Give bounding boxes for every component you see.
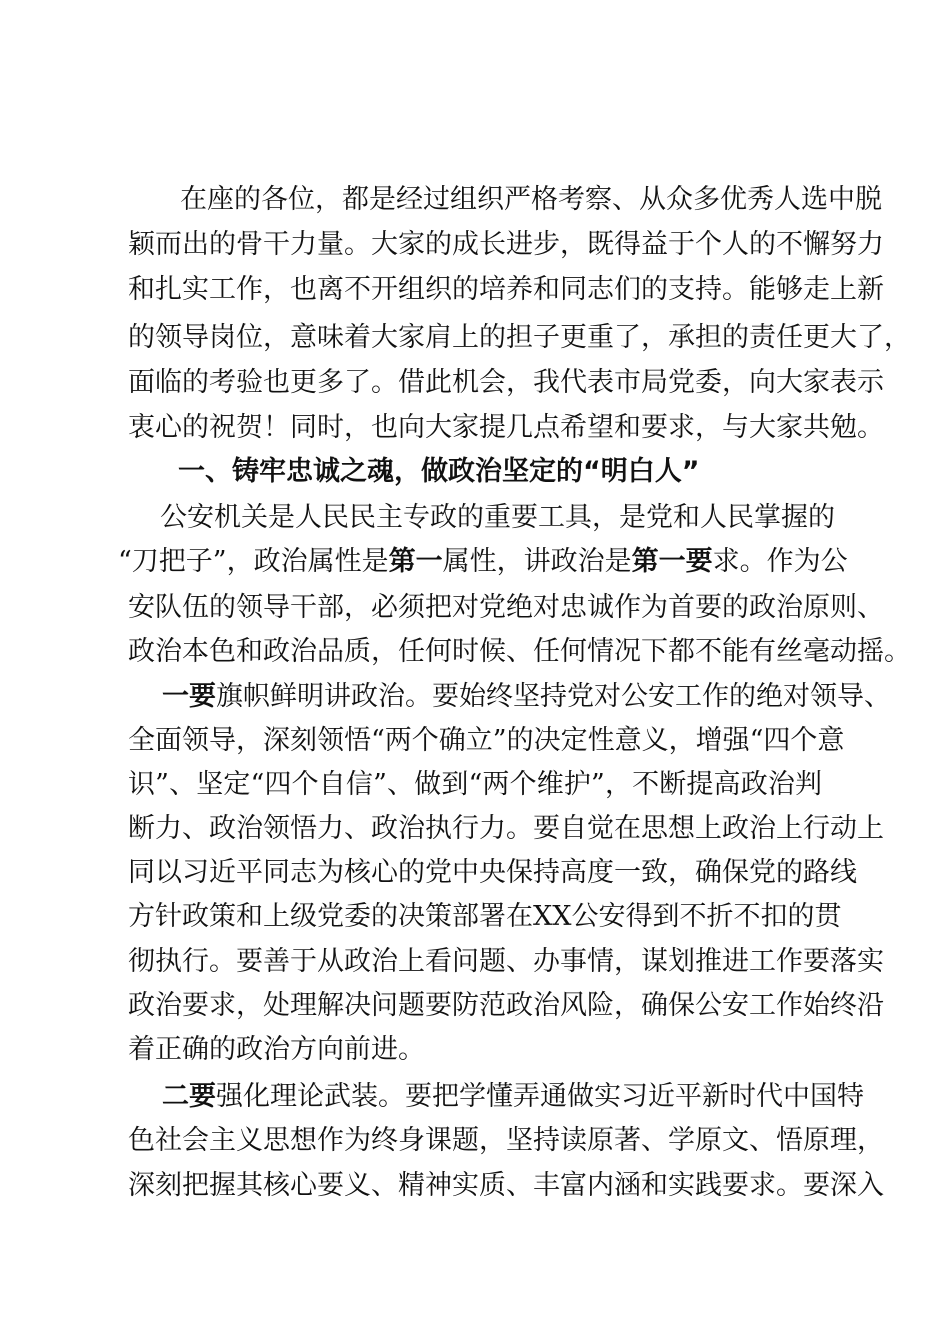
text-fragment: 强化理论武装。要把学懂弄通做实习近平新时代中国特 bbox=[216, 1081, 864, 1112]
paragraph-3-line-7: 彻执行。要善于从政治上看问题、办事情，谋划推进工作要落实 bbox=[128, 946, 884, 977]
paragraph-3-line-3: 识”、坚定“四个自信”、做到“两个维护”，不断提高政治判 bbox=[128, 769, 822, 800]
lead-bold: 二要 bbox=[162, 1081, 216, 1112]
paragraph-1-line-6: 衷心的祝贺！同时，也向大家提几点希望和要求，与大家共勉。 bbox=[128, 412, 884, 443]
paragraph-3-line-1 bbox=[162, 677, 891, 717]
section-heading-1: 一、铸牢忠诚之魂，做政治坚定的“明白人” bbox=[178, 456, 700, 487]
text-fragment: 旗帜鲜明讲政治。要始终坚持党对公安工作的绝对领导、 bbox=[216, 681, 891, 712]
paragraph-2-line-4: 政治本色和政治品质，任何时候、任何情况下都不能有丝毫动摇。 bbox=[128, 636, 911, 667]
paragraph-3-line-8: 政治要求，处理解决问题要防范政治风险，确保公安工作始终沿 bbox=[128, 990, 884, 1021]
text-fragment: 求。作为公 bbox=[712, 546, 848, 577]
paragraph-1-line-1: 在座的各位，都是经过组织严格考察、从众多优秀人选中脱 bbox=[180, 184, 882, 215]
paragraph-4-line-3: 深刻把握其核心要义、精神实质、丰富内涵和实践要求。要深入 bbox=[128, 1170, 884, 1201]
paragraph-2-line-1: 公安机关是人民民主专政的重要工具，是党和人民掌握的 bbox=[160, 502, 835, 533]
text-fragment: “刀把子”，政治属性是 bbox=[118, 546, 389, 577]
paragraph-2-line-3: 安队伍的领导干部，必须把对党绝对忠诚作为首要的政治原则、 bbox=[128, 592, 884, 623]
paragraph-3-line-6: 方针政策和上级党委的决策部署在XX公安得到不折不扣的贯 bbox=[128, 901, 842, 932]
text-fragment: 属性，讲政治是 bbox=[442, 546, 632, 577]
paragraph-1-line-5: 面临的考验也更多了。借此机会，我代表市局党委，向大家表示 bbox=[128, 367, 884, 398]
bold-fragment: 第一要 bbox=[631, 546, 713, 577]
paragraph-3-line-2: 全面领导，深刻领悟“两个确立”的决定性意义，增强“四个意 bbox=[128, 725, 845, 756]
paragraph-2-line-2 bbox=[118, 542, 848, 582]
paragraph-4-line-2: 色社会主义思想作为终身课题，坚持读原著、学原文、悟原理， bbox=[128, 1125, 884, 1156]
lead-bold: 一要 bbox=[162, 681, 216, 712]
paragraph-3-line-9: 着正确的政治方向前进。 bbox=[128, 1034, 425, 1065]
paragraph-3-line-4: 断力、政治领悟力、政治执行力。要自觉在思想上政治上行动上 bbox=[128, 813, 884, 844]
paragraph-1-line-3: 和扎实工作，也离不开组织的培养和同志们的支持。能够走上新 bbox=[128, 274, 884, 305]
paragraph-3-line-5: 同以习近平同志为核心的党中央保持高度一致，确保党的路线 bbox=[128, 857, 857, 888]
paragraph-1-line-4: 的领导岗位，意味着大家肩上的担子更重了，承担的责任更大了， bbox=[128, 322, 911, 353]
bold-fragment: 第一 bbox=[388, 546, 443, 577]
paragraph-4-line-1 bbox=[162, 1077, 864, 1117]
paragraph-1-line-2: 颖而出的骨干力量。大家的成长进步，既得益于个人的不懈努力 bbox=[128, 229, 884, 260]
